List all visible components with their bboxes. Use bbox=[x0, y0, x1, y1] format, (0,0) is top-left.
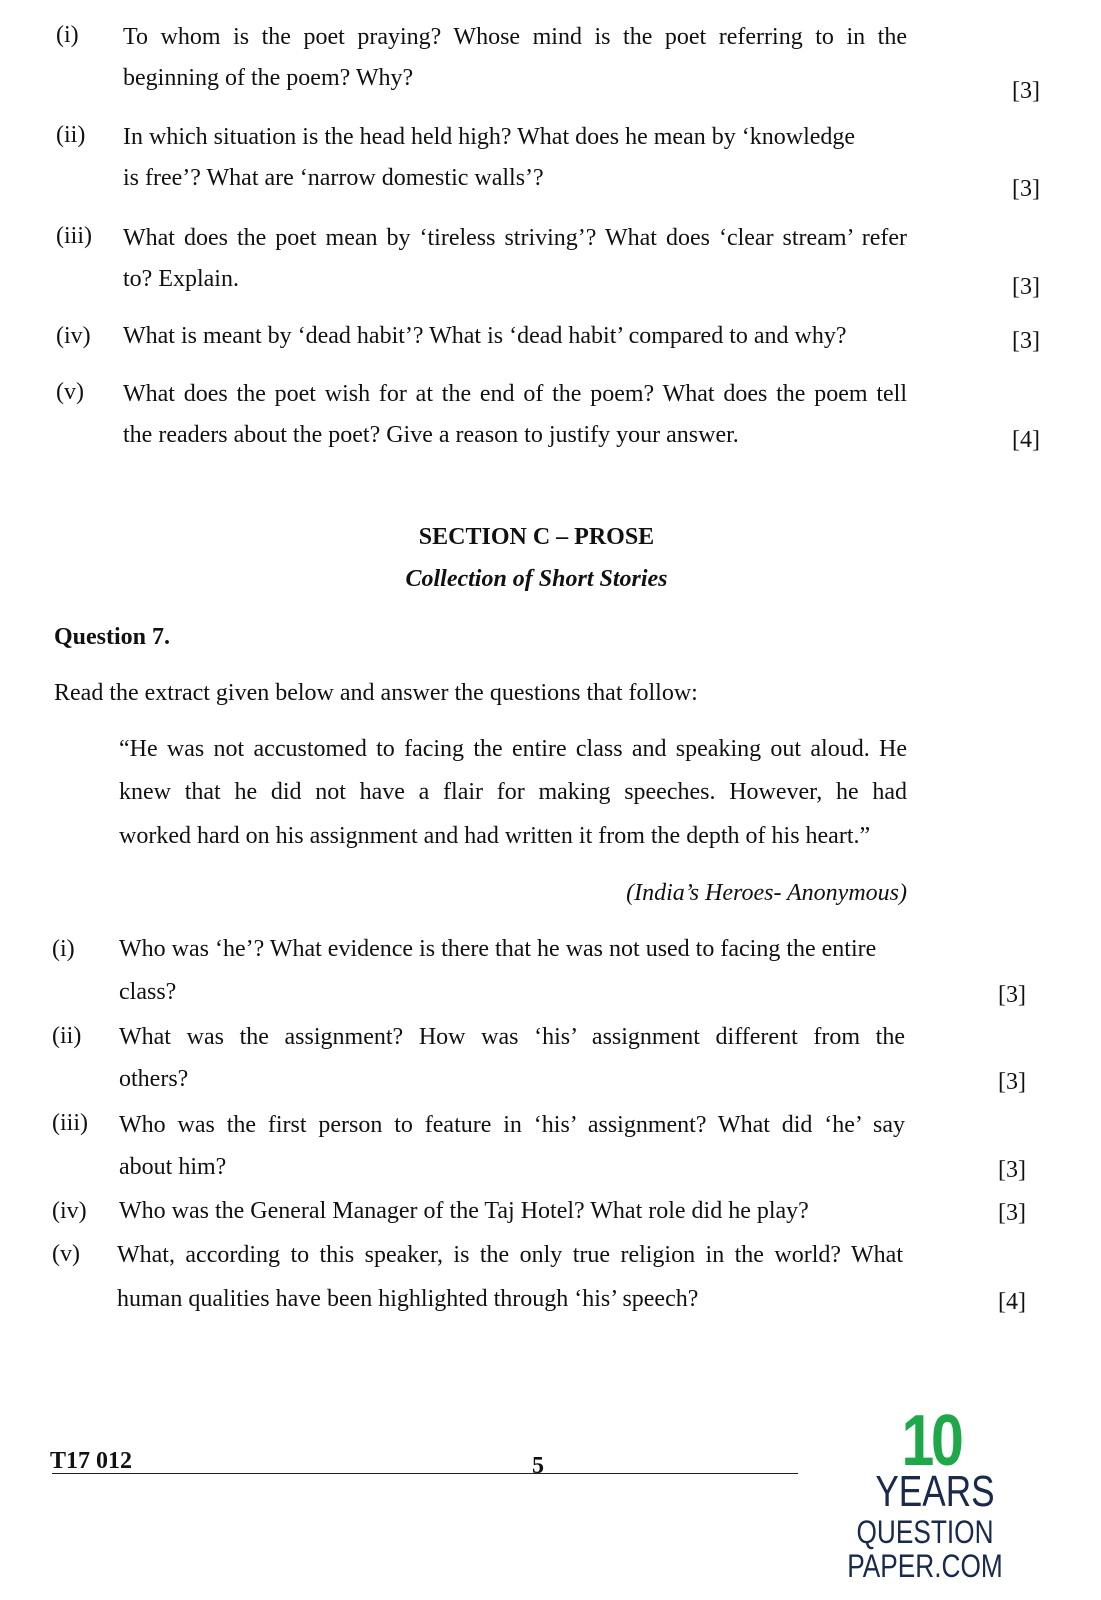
question-text-line: class? bbox=[119, 979, 177, 1005]
watermark-number: 10 bbox=[901, 1401, 961, 1481]
extract-source: (India’s Heroes- Anonymous) bbox=[626, 880, 907, 906]
watermark-years: YEARS bbox=[875, 1467, 995, 1516]
marks-label: [4] bbox=[1012, 427, 1040, 453]
section-subheading: Collection of Short Stories bbox=[405, 566, 668, 592]
marks-label: [3] bbox=[998, 982, 1026, 1008]
marks-label: [3] bbox=[1012, 328, 1040, 354]
question-text-line: human qualities have been highlighted through ‘his’ speech? bbox=[117, 1286, 699, 1312]
question-text-line: What is meant by ‘dead habit’? What is ‘dead habit’ compared to and why? bbox=[123, 323, 847, 349]
marks-label: [3] bbox=[1012, 78, 1040, 104]
question-text-line: is free’? What are ‘narrow domestic walls’? bbox=[123, 165, 544, 191]
question-number: (iii) bbox=[52, 1110, 88, 1136]
footer-divider bbox=[52, 1473, 798, 1474]
question-text-line: Who was the General Manager of the Taj Hotel? What role did he play? bbox=[119, 1198, 809, 1224]
question-number: (iv) bbox=[56, 323, 91, 349]
marks-label: [3] bbox=[1012, 274, 1040, 300]
question-number: (v) bbox=[56, 379, 84, 405]
paper-code: T17 012 bbox=[50, 1448, 133, 1474]
extract-line: worked hard on his assignment and had written it from the depth of his heart.” bbox=[119, 823, 871, 849]
page-number: 5 bbox=[532, 1453, 544, 1479]
question-text-line: What does the poet wish for at the end of the poem? What does the poem tell bbox=[123, 381, 907, 407]
marks-label: [3] bbox=[1012, 176, 1040, 202]
extract-line: “He was not accustomed to facing the entire class and speaking out aloud. He bbox=[119, 736, 907, 762]
marks-label: [3] bbox=[998, 1157, 1026, 1183]
question-number: (i) bbox=[56, 22, 79, 48]
question-text-line: Who was the first person to feature in ‘his’ assignment? What did ‘he’ say bbox=[119, 1112, 905, 1138]
instruction-text: Read the extract given below and answer the questions that follow: bbox=[54, 680, 698, 706]
question-text-line: What, according to this speaker, is the only true religion in the world? What bbox=[117, 1242, 903, 1268]
question-text-line: to? Explain. bbox=[123, 266, 239, 292]
question-text-line: others? bbox=[119, 1066, 189, 1092]
question-text-line: Who was ‘he’? What evidence is there that he was not used to facing the entire bbox=[119, 936, 877, 962]
question-text-line: What was the assignment? How was ‘his’ assignment different from the bbox=[119, 1024, 905, 1050]
question-number: (ii) bbox=[56, 122, 86, 148]
question-text-line: beginning of the poem? Why? bbox=[123, 65, 414, 91]
question-number: (ii) bbox=[52, 1023, 82, 1049]
marks-label: [3] bbox=[998, 1200, 1026, 1226]
question-number: (iii) bbox=[56, 223, 92, 249]
question-label: Question 7. bbox=[54, 624, 171, 650]
question-text-line: the readers about the poet? Give a reason to justify your answer. bbox=[123, 422, 739, 448]
question-text-line: To whom is the poet praying? Whose mind is the poet referring to in the bbox=[123, 24, 907, 50]
question-number: (iv) bbox=[52, 1198, 87, 1224]
question-text-line: about him? bbox=[119, 1154, 227, 1180]
extract-line: knew that he did not have a flair for making speeches. However, he had bbox=[119, 779, 907, 805]
question-number: (v) bbox=[52, 1241, 80, 1267]
watermark-site: QUESTION PAPER.COM bbox=[847, 1514, 1003, 1584]
section-heading: SECTION C – PROSE bbox=[418, 524, 655, 550]
marks-label: [4] bbox=[998, 1289, 1026, 1315]
question-number: (i) bbox=[52, 936, 75, 962]
question-text-line: In which situation is the head held high? What does he mean by ‘knowledge bbox=[123, 124, 856, 150]
question-text-line: What does the poet mean by ‘tireless striving’? What does ‘clear stream’ refer bbox=[123, 225, 907, 251]
marks-label: [3] bbox=[998, 1069, 1026, 1095]
